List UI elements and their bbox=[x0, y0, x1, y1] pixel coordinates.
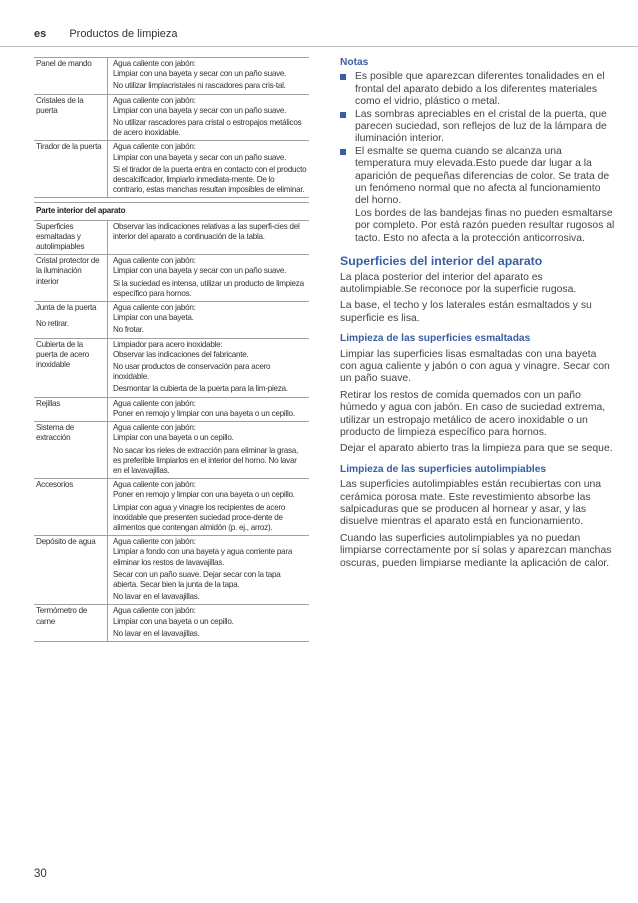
bullet-square-icon bbox=[340, 74, 346, 80]
table-row-instructions bbox=[108, 398, 309, 421]
table-row-instructions bbox=[108, 255, 309, 301]
table-row bbox=[34, 255, 309, 302]
row-label-text: Cubierta de la puerta de acero inoxidable bbox=[36, 339, 89, 370]
table-row-label bbox=[34, 422, 108, 478]
row-label-text: No retirar. bbox=[36, 319, 69, 329]
instruction-text: Limpiar con agua y vinagre los recipientes de acero inoxidable que presenten suciedad proce-dente de alimentos que contengan almidón (p. ej., arroz). bbox=[113, 502, 286, 532]
notes-list bbox=[340, 71, 615, 245]
row-label-text: Junta de la puerta bbox=[36, 303, 97, 313]
table-row bbox=[34, 141, 309, 198]
row-label-text: Panel de mando bbox=[36, 59, 92, 68]
instruction-text: No utilizar rascadores para cristal o estropajos metálicos de acero inoxidable. bbox=[113, 118, 302, 138]
instruction-text: Poner en remojo y limpiar con una bayeta o un cepillo. bbox=[113, 490, 295, 500]
instruction-text: No utilizar limpiacristales ni rascadores para cris-tal. bbox=[113, 81, 286, 91]
instruction-text: Secar con un paño suave. Dejar secar con la tapa abierta. Secar bien la junta de la tapa. bbox=[113, 569, 281, 589]
note-paragraph: Los bordes de las bandejas finas no pueden esmaltarse por completo. Por está razón pueden resultar rugosos al tacto. Esto no afecta a la protección anticorrosiva. bbox=[355, 207, 615, 244]
instruction-text: Desmontar la cubierta de la puerta para la lim-pieza. bbox=[113, 384, 288, 394]
table-row bbox=[34, 95, 309, 142]
instruction-text: No sacar los rieles de extracción para eliminar la grasa, es preferible limpiarlos en el interior del horno. No lavar en el lavavajillas. bbox=[113, 445, 299, 475]
page-header bbox=[34, 28, 178, 40]
instruction-text: Agua caliente con jabón: bbox=[113, 256, 196, 266]
table-row bbox=[34, 479, 309, 536]
table-row-instructions bbox=[108, 479, 309, 535]
table-row bbox=[34, 422, 309, 479]
table-row bbox=[34, 536, 309, 605]
table-row-label bbox=[34, 479, 108, 535]
table-row-label bbox=[34, 58, 108, 94]
selfclean-title: Limpieza de las superficies autolimpiables bbox=[340, 463, 547, 475]
table-top-rows bbox=[34, 57, 309, 198]
page-number: 30 bbox=[34, 868, 47, 880]
enamel-title: Limpieza de las superficies esmaltadas bbox=[340, 333, 531, 345]
table-row-instructions bbox=[108, 339, 309, 397]
table-row-instructions bbox=[108, 536, 309, 604]
note-item bbox=[340, 146, 615, 245]
row-label-text: Tirador de la puerta bbox=[36, 142, 102, 152]
table-row-label bbox=[34, 302, 108, 338]
row-label-text: Accesorios bbox=[36, 480, 74, 490]
table-row bbox=[34, 302, 309, 339]
enamel-paragraph: Dejar el aparato abierto tras la limpieza para que se seque. bbox=[340, 443, 613, 455]
table-bottom-rows bbox=[34, 221, 309, 642]
table-section-title: Parte interior del aparato bbox=[34, 202, 309, 220]
note-item bbox=[340, 109, 615, 146]
note-text bbox=[355, 71, 615, 108]
instruction-text: Agua caliente con jabón: bbox=[113, 59, 196, 68]
row-label-text: Superficies esmaltadas y autolimpiables bbox=[36, 221, 85, 252]
header-title: Productos de limpieza bbox=[69, 28, 178, 40]
table-row-instructions bbox=[108, 221, 309, 255]
instruction-text: Agua caliente con jabón: bbox=[113, 537, 196, 547]
note-item bbox=[340, 71, 615, 108]
instruction-text: Agua caliente con jabón: bbox=[113, 398, 196, 408]
table-row-instructions bbox=[108, 605, 309, 641]
instruction-text: Limpiar a fondo con una bayeta y agua corriente para eliminar los restos de lavavajillas. bbox=[113, 547, 293, 567]
instruction-text: No lavar en el lavavajillas. bbox=[113, 628, 200, 638]
table-row-label bbox=[34, 398, 108, 421]
note-text bbox=[355, 109, 615, 146]
row-label-text: Cristales de la puerta bbox=[36, 95, 84, 115]
enamel-paragraph: Retirar los restos de comida quemados con un paño húmedo y agua con jabón. En caso de suciedad extrema, utilizar un estropajo metálico de acero inoxidable o un producto de limpieza específico para hornos. bbox=[340, 389, 606, 438]
table-row-instructions bbox=[108, 95, 309, 141]
instruction-text: Limpiar con una bayeta y secar con un paño suave. bbox=[113, 69, 287, 79]
row-label-text: Depósito de agua bbox=[36, 537, 96, 547]
instruction-text: Agua caliente con jabón: bbox=[113, 606, 196, 616]
instruction-text: Limpiar con una bayeta o un cepillo. bbox=[113, 433, 234, 443]
instruction-text: Limpiar con una bayeta o un cepillo. bbox=[113, 616, 234, 626]
instruction-text: Limpiar con una bayeta y secar con un paño suave. bbox=[113, 266, 287, 276]
instruction-text: Limpiar con una bayeta y secar con un paño suave. bbox=[113, 105, 287, 115]
bullet-square-icon bbox=[340, 112, 346, 118]
table-row-label bbox=[34, 339, 108, 397]
interior-paragraph: La base, el techo y los laterales están esmaltados y su superficie es lisa. bbox=[340, 300, 592, 324]
table-row-instructions bbox=[108, 141, 309, 197]
instruction-text: Si la suciedad es intensa, utilizar un producto de limpieza específico para hornos. bbox=[113, 278, 304, 298]
header-divider bbox=[0, 46, 638, 47]
note-paragraph: Es posible que aparezcan diferentes tonalidades en el frontal del aparato debido a los diferentes materiales como el vidrio, plástico o metal. bbox=[355, 71, 605, 108]
language-code: es bbox=[34, 28, 47, 40]
instruction-text: Agua caliente con jabón: bbox=[113, 303, 196, 313]
table-row bbox=[34, 339, 309, 398]
instruction-text: Limpiar con una bayeta. bbox=[113, 313, 194, 323]
interior-title: Superficies del interior del aparato bbox=[340, 254, 543, 269]
table-row-label bbox=[34, 95, 108, 141]
table-row-instructions bbox=[108, 302, 309, 338]
note-paragraph: El esmalte se quema cuando se alcanza una temperatura muy elevada.Esto puede dar lugar a la aparición de pequeñas diferencias de color. Se trata de un fenómeno normal que no afecta al funcionamiento del horno. bbox=[355, 145, 610, 207]
instruction-text: Observar las indicaciones relativas a las superfi-cies del interior del aparato a continuación de la tabla. bbox=[113, 221, 300, 241]
note-text bbox=[355, 146, 615, 245]
bullet-square-icon bbox=[340, 149, 346, 155]
row-label-text: Sistema de extracción bbox=[36, 423, 74, 443]
table-row-label bbox=[34, 221, 108, 255]
table-row-label bbox=[34, 605, 108, 641]
row-label-text: Rejillas bbox=[36, 398, 61, 408]
row-label-text: Termómetro de carne bbox=[36, 606, 88, 626]
table-row-instructions bbox=[108, 58, 309, 94]
instruction-text: Agua caliente con jabón: bbox=[113, 142, 196, 152]
instruction-text: No usar productos de conservación para acero inoxidable. bbox=[113, 362, 271, 382]
instruction-text: Poner en remojo y limpiar con una bayeta o un cepillo. bbox=[113, 408, 295, 418]
selfclean-paragraph: Cuando las superficies autolimpiables ya no puedan limpiarse correctamente por sí solas y aparezcan manchas oscuras, pueden limpiarse mediante la aplicación de calor. bbox=[340, 532, 612, 569]
table-row bbox=[34, 57, 309, 95]
right-column bbox=[340, 57, 615, 574]
interior-paragraph: La placa posterior del interior del aparato es autolimpiable.Se reconoce por la superficie rugosa. bbox=[340, 271, 577, 295]
table-row-instructions bbox=[108, 422, 309, 478]
instruction-text: No lavar en el lavavajillas. bbox=[113, 592, 200, 602]
cleaning-table bbox=[34, 57, 309, 642]
row-label-text: Cristal protector de la iluminación interior bbox=[36, 256, 100, 286]
instruction-text: Limpiar con una bayeta y secar con un paño suave. bbox=[113, 152, 287, 162]
instruction-text: Agua caliente con jabón: bbox=[113, 423, 196, 433]
table-row-label bbox=[34, 255, 108, 301]
instruction-text: Si el tirador de la puerta entra en contacto con el producto descalcificador, limpiarlo inmediata-mente. De lo contrario, estas manchas resultan imposibles de eliminar. bbox=[113, 164, 307, 195]
notes-title: Notas bbox=[340, 57, 369, 68]
instruction-text: Agua caliente con jabón: bbox=[113, 95, 196, 105]
table-row bbox=[34, 605, 309, 642]
table-row-label bbox=[34, 536, 108, 604]
table-row bbox=[34, 221, 309, 256]
enamel-paragraph: Limpiar las superficies lisas esmaltadas con una bayeta con agua caliente y jabón o con agua y vinagre. Secar con un paño suave. bbox=[340, 348, 610, 385]
note-paragraph: Las sombras apreciables en el cristal de la puerta, que parecen suciedad, son reflejos de luz de la lámpara de iluminación interior. bbox=[355, 108, 607, 145]
table-row-label bbox=[34, 141, 108, 197]
selfclean-paragraph: Las superficies autolimpiables están recubiertas con una cerámica porosa mate. Este revestimiento absorbe las salpicaduras que se producen al hornear y asar, y las disuelve mientras el aparato está en funcionamiento. bbox=[340, 479, 602, 528]
instruction-text: Agua caliente con jabón: bbox=[113, 480, 196, 490]
instruction-text: Observar las indicaciones del fabricante. bbox=[113, 349, 249, 359]
instruction-text: Limpiador para acero inoxidable: bbox=[113, 339, 223, 349]
instruction-text: No frotar. bbox=[113, 325, 144, 335]
table-row bbox=[34, 398, 309, 422]
